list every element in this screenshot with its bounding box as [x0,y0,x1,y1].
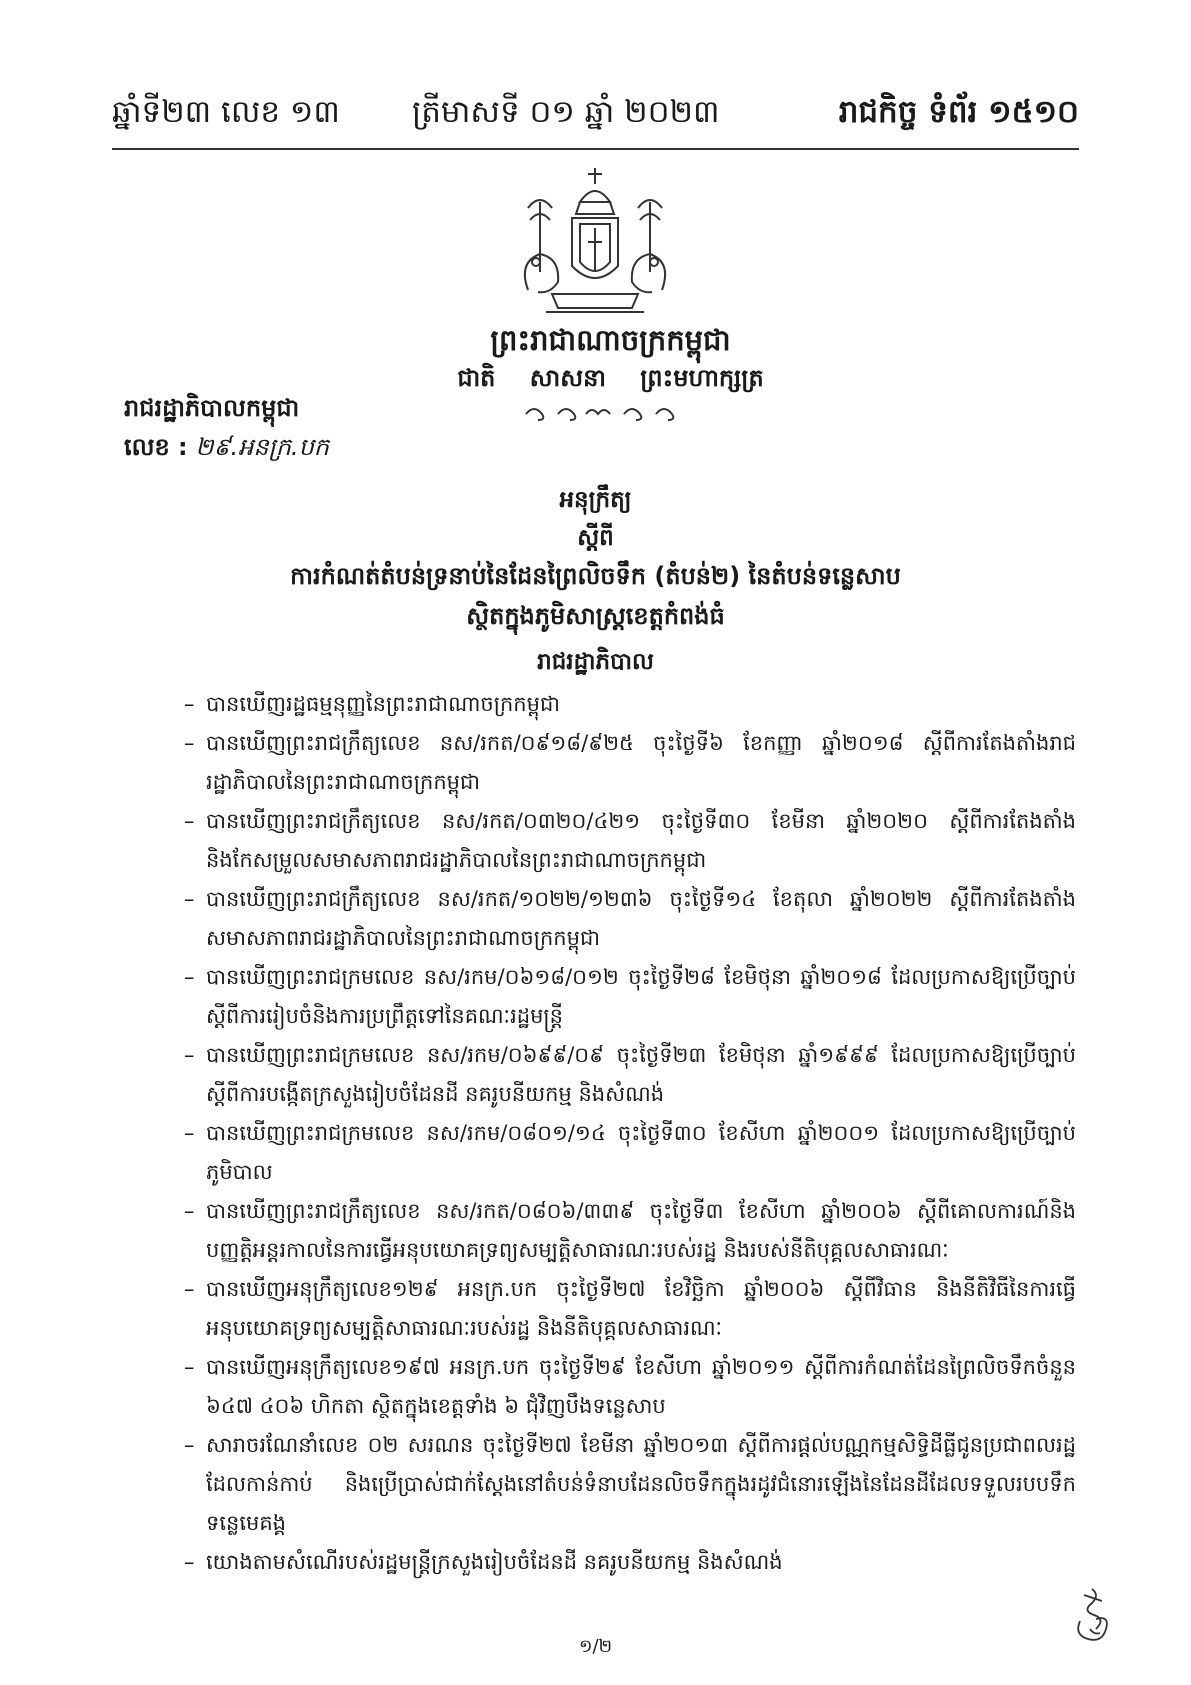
document-number [124,430,329,464]
clause-dash: – [184,965,195,989]
preamble-clause [186,1543,1076,1582]
clause-text: បានឃើញព្រះរាជក្រមលេខ នស/រកម/០៨០១/១៤ ចុះថ្ងៃទី៣០ ខែសីហា ឆ្នាំ២០០១ ដែលប្រកាសឱ្យប្រើច្បាប់ភូមិបាល [206,1121,1076,1184]
preamble-clause [186,685,1076,724]
clause-text: បានឃើញព្រះរាជក្រឹត្យលេខ នស/រកត/០៨០៦/៣៣៩ ចុះថ្ងៃទី៣ ខែសីហា ឆ្នាំ២០០៦ ស្តីពីគោលការណ៍និងបញ្ញត្តិអន្តរកាលនៃការធ្វើអនុបយោគទ្រព្យសម្បត្តិសាធារណៈរបស់រដ្ឋ និងរបស់នីតិបុគ្គលសាធារណៈ [206,1199,1076,1262]
clause-dash: – [184,887,195,911]
gazette-quarter: ត្រីមាសទី ០១ ឆ្នាំ ២០២៣ [412,94,720,130]
ornament-divider-icon [520,402,690,424]
clause-text: យោងតាមសំណើរបស់រដ្ឋមន្ត្រីក្រសួងរៀបចំដែនដី នគរូបនីយកម្ម និងសំណង់ [206,1550,783,1574]
clause-dash: – [184,692,195,716]
document-number-label: លេខ : [124,433,188,461]
clause-text: បានឃើញអនុក្រឹត្យលេខ១២៩ អនក្រ.បក ចុះថ្ងៃទី២៧ ខែវិច្ឆិកា ឆ្នាំ២០០៦ ស្តីពីវិធាន និងនីតិវិធីនៃការធ្វើអនុបយោគទ្រព្យសម្បត្តិសាធារណៈរបស់រដ្ឋ និងនីតិបុគ្គលសាធារណៈ [206,1277,1076,1340]
document-number-value: ២៩.អនក្រ.បក [195,433,330,461]
title-issuer: រាជរដ្ឋាភិបាល [537,649,654,675]
clause-dash: – [184,809,195,833]
clause-dash: – [184,1043,195,1067]
title-line-1: ការកំណត់តំបន់ទ្រនាប់នៃដែនព្រៃលិចទឹក (តំបន់២) នៃតំបន់ទន្លេសាប [290,562,901,590]
preamble-clause [186,1270,1076,1348]
preamble-clause [186,1348,1076,1426]
clause-dash: – [184,1433,195,1457]
kingdom-name: ព្រះរាជាណាចក្រកម្ពុជា [490,323,731,357]
clause-text: បានឃើញព្រះរាជក្រមលេខ នស/រកម/០៦៩៩/០៩ ចុះថ្ងៃទី២៣ ខែមិថុនា ឆ្នាំ១៩៩៩ ដែលប្រកាសឱ្យប្រើច្បាប់ស្តីពីការបង្កើតក្រសួងរៀបចំដែនដី នគរូបនីយកម្ម និងសំណង់ [206,1043,1076,1106]
clause-text: បានឃើញអនុក្រឹត្យលេខ១៩៧ អនក្រ.បក ចុះថ្ងៃទី២៩ ខែសីហា ឆ្នាំ២០១១ ស្តីពីការកំណត់ដែនព្រៃលិចទឹកចំនួន ៦៤៧ ៤០៦ ហិកតា ស្ថិតក្នុងខេត្តទាំង ៦ ជុំវិញបឹងទន្លេសាប [206,1355,1076,1418]
royal-coat-of-arms-icon [500,162,690,322]
clause-text: បានឃើញព្រះរាជក្រឹត្យលេខ នស/រកត/០៩១៨/៩២៥ ចុះថ្ងៃទី៦ ខែកញ្ញា ឆ្នាំ២០១៨ ស្តីពីការតែងតាំងរាជរដ្ឋាភិបាលនៃព្រះរាជាណាចក្រកម្ពុជា [206,731,1076,794]
clause-text: សារាចរណែនាំលេខ ០២ សរណន ចុះថ្ងៃទី២៧ ខែមីនា ឆ្នាំ២០១៣ ស្តីពីការផ្តល់បណ្ណកម្មសិទ្ធិដីធ្លីជូនប្រជាពលរដ្ឋដែលកាន់កាប់ និងប្រើប្រាស់ជាក់ស្តែងនៅតំបន់ទំនាបដែនលិចទឹកក្នុងរដូវជំនោរឡើងនៃដែនដីដែលទទួលរបបទឹកទន្លេមេគង្គ [206,1433,1076,1535]
clause-dash: – [184,1199,195,1223]
handwritten-initial-signature [1070,1585,1116,1649]
clause-text: បានឃើញរដ្ឋធម្មនុញ្ញនៃព្រះរាជាណាចក្រកម្ពុជា [206,692,560,716]
page-number: ១/២ [578,1636,613,1657]
preamble-clause [186,724,1076,802]
clause-text: បានឃើញព្រះរាជក្រមលេខ នស/រកម/០៦១៨/០១២ ចុះថ្ងៃទី២៨ ខែមិថុនា ឆ្នាំ២០១៨ ដែលប្រកាសឱ្យប្រើច្បាប់ស្តីពីការរៀបចំនិងការប្រព្រឹត្តទៅនៃគណៈរដ្ឋមន្ត្រី [206,965,1076,1028]
preamble-clause [186,1426,1076,1543]
issuing-government: រាជរដ្ឋាភិបាលកម្ពុជា [124,394,300,422]
gazette-page-number: រាជកិច្ច ទំព័រ ១៥១០ [838,94,1079,130]
preamble-clause [186,1114,1076,1192]
clause-dash: – [184,1550,195,1574]
national-motto: ជាតិ សាសនា ព្រះមហាក្សត្រ [457,364,764,392]
clause-dash: – [184,1277,195,1301]
header-divider [112,148,1079,150]
title-about: ស្តីពី [577,525,614,551]
clause-dash: – [184,1121,195,1145]
document-type: អនុក្រឹត្យ [559,487,632,513]
title-line-2: ស្ថិតក្នុងភូមិសាស្ត្រខេត្តកំពង់ធំ [466,602,725,630]
preamble-clause [186,958,1076,1036]
clause-text: បានឃើញព្រះរាជក្រឹត្យលេខ នស/រកត/១០២២/១២៣៦ ចុះថ្ងៃទី១៤ ខែតុលា ឆ្នាំ២០២២ ស្តីពីការតែងតាំងសមាសភាពរាជរដ្ឋាភិបាលនៃព្រះរាជាណាចក្រកម្ពុជា [206,887,1076,950]
preamble-clause [186,1192,1076,1270]
gazette-year-issue: ឆ្នាំទី២៣ លេខ ១៣ [112,94,340,130]
preamble-clauses [186,685,1076,1582]
clause-dash: – [184,731,195,755]
preamble-clause [186,802,1076,880]
document-title [0,480,1191,688]
clause-dash: – [184,1355,195,1379]
preamble-clause [186,880,1076,958]
preamble-clause [186,1036,1076,1114]
clause-text: បានឃើញព្រះរាជក្រឹត្យលេខ នស/រកត/០៣២០/៤២១ ចុះថ្ងៃទី៣០ ខែមីនា ឆ្នាំ២០២០ ស្តីពីការតែងតាំង និងកែសម្រួលសមាសភាពរាជរដ្ឋាភិបាលនៃព្រះរាជាណាចក្រកម្ពុជា [206,809,1076,872]
